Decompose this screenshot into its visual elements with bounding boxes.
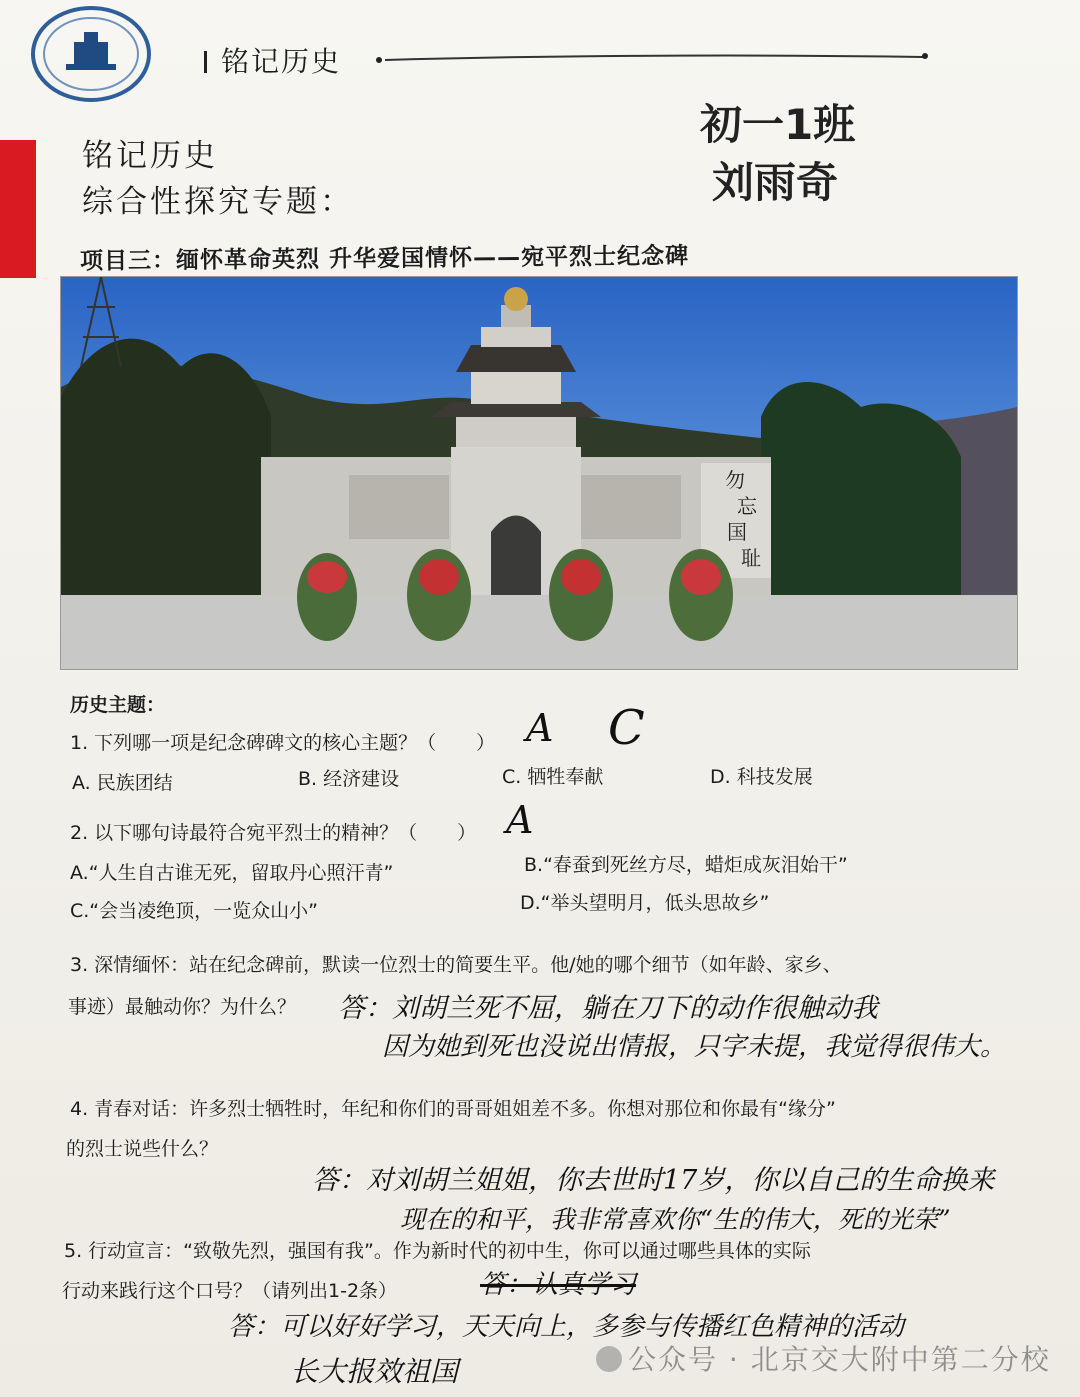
q3-answer-line1: 答：刘胡兰死不屈，躺在刀下的动作很触动我 [338,993,878,1024]
q1-option-b: B. 经济建设 [298,768,400,790]
q1-answer-c: C [608,700,645,756]
q2-prompt: 2. 以下哪句诗最符合宛平烈士的精神？（ [70,822,418,844]
inscription-char: 忘 [737,494,757,518]
q2-close: ） [457,822,477,844]
q3-answer-line2: 因为她到死也没说出情报，只字未提，我觉得很伟大。 [382,1032,1007,1062]
q4-line1: 4. 青春对话：许多烈士牺牲时，年纪和你们的哥哥姐姐差不多。你想对那位和你最有“缘分” [70,1098,836,1120]
q4-answer-line2: 现在的和平，我非常喜欢你“生的伟大，死的光荣” [400,1205,951,1234]
inscription-char: 国 [727,520,747,544]
q2-option-d: D.“举头望明月，低头思故乡” [520,892,770,914]
watermark-text: 公众号 · 北京交大附中第二分校 [628,1343,1051,1376]
memorial-photo [60,276,1018,670]
q1-close: ） [476,732,496,754]
q1-answer-a: A [526,706,554,750]
q4-answer-line1: 答：对刘胡兰姐姐，你去世时17岁，你以自己的生命换来 [312,1165,995,1196]
q1-text [70,728,495,755]
school-logo-icon [28,4,154,104]
q2-option-b: B.“春蚕到死丝方尽，蜡炬成灰泪始干” [524,854,848,876]
q5-line2: 行动来践行这个口号？（请列出1-2条） [62,1280,398,1302]
inscription-char: 耻 [741,546,761,570]
q5-answer-line2: 长大报效祖国 [290,1355,459,1388]
inscription-char: 勿 [725,468,745,492]
red-tab-marker [0,140,36,278]
q4-line2: 的烈士说些什么？ [66,1138,219,1160]
q2-answer: A [506,798,534,842]
q1-option-c: C. 牺牲奉献 [502,766,604,788]
q5-line1: 5. 行动宣言：“致敬先烈，强国有我”。作为新时代的初中生，你可以通过哪些具体的实际 [64,1240,811,1262]
q3-line2: 事迹）最触动你？为什么？ [68,996,297,1018]
page-subtitle: 综合性探究专题： [82,184,354,220]
header-divider-line [375,52,930,66]
q5-struck-answer: 答：认真学习 [480,1270,637,1300]
watermark [596,1338,1051,1378]
project-title: 项目三：缅怀革命英烈 升华爱国情怀——宛平烈士纪念碑 [79,243,690,275]
student-name: 刘雨奇 [712,158,839,207]
q1-option-d: D. 科技发展 [710,766,813,788]
q1-option-a: A. 民族团结 [72,772,173,794]
q2-text [70,818,476,845]
section-label-text: 铭记历史 [221,45,342,78]
section-heading: 历史主题： [70,694,166,716]
q2-option-a: A.“人生自古谁无死，留取丹心照汗青” [70,862,394,884]
q2-option-c: C.“会当凌绝顶，一览众山小” [70,900,318,922]
wechat-icon [596,1346,622,1372]
divider-mark [204,51,207,73]
q5-answer-line1: 答：可以好好学习，天天向上，多参与传播红色精神的活动 [228,1312,905,1342]
page-title: 铭记历史 [82,138,218,174]
class-label: 初一1班 [700,100,856,149]
section-label [204,40,341,80]
q1-prompt: 1. 下列哪一项是纪念碑碑文的核心主题？（ [70,732,437,754]
q3-line1: 3. 深情缅怀：站在纪念碑前，默读一位烈士的简要生平。他/她的哪个细节（如年龄、家乡、 [70,954,842,976]
